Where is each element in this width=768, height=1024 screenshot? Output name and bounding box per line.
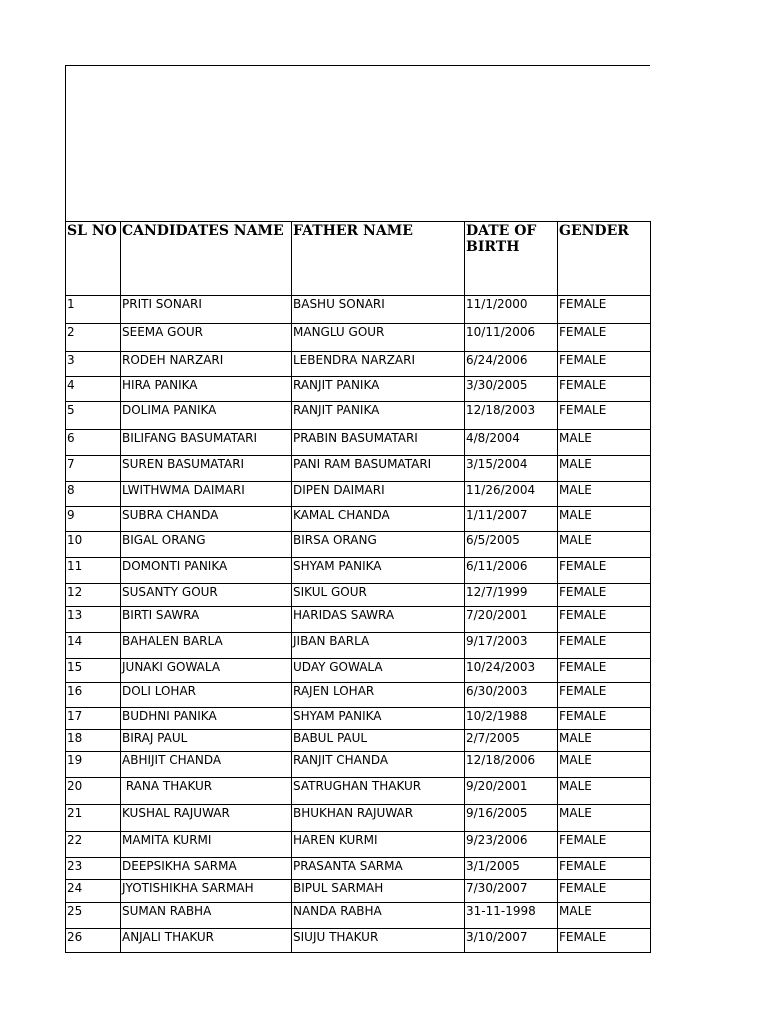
- cell-father-name: MANGLU GOUR: [292, 324, 465, 352]
- spreadsheet-page: [65, 65, 650, 953]
- cell-gender: MALE: [558, 482, 651, 507]
- table-row: [66, 296, 651, 324]
- cell-sl-no: 25: [66, 903, 121, 929]
- cell-sl-no: 7: [66, 456, 121, 482]
- cell-candidate-name: SEEMA GOUR: [121, 324, 292, 352]
- table-row: [66, 929, 651, 953]
- cell-gender: FEMALE: [558, 683, 651, 708]
- cell-candidate-name: MAMITA KURMI: [121, 832, 292, 858]
- cell-date-of-birth: 11/26/2004: [465, 482, 558, 507]
- table-row: [66, 683, 651, 708]
- cell-sl-no: 22: [66, 832, 121, 858]
- cell-gender: FEMALE: [558, 377, 651, 402]
- table-row: [66, 584, 651, 607]
- cell-sl-no: 6: [66, 430, 121, 456]
- cell-gender: FEMALE: [558, 296, 651, 324]
- table-row: [66, 778, 651, 805]
- cell-candidate-name: RANA THAKUR: [121, 778, 292, 805]
- cell-candidate-name: BUDHNI PANIKA: [121, 708, 292, 730]
- cell-gender: FEMALE: [558, 558, 651, 584]
- cell-candidate-name: BAHALEN BARLA: [121, 633, 292, 659]
- cell-sl-no: 21: [66, 805, 121, 832]
- cell-date-of-birth: 3/10/2007: [465, 929, 558, 953]
- cell-candidate-name: DOLIMA PANIKA: [121, 402, 292, 430]
- cell-candidate-name: HIRA PANIKA: [121, 377, 292, 402]
- cell-father-name: SHYAM PANIKA: [292, 708, 465, 730]
- cell-date-of-birth: 3/15/2004: [465, 456, 558, 482]
- cell-father-name: SIUJU THAKUR: [292, 929, 465, 953]
- cell-date-of-birth: 6/30/2003: [465, 683, 558, 708]
- cell-father-name: BIRSA ORANG: [292, 532, 465, 558]
- cell-sl-no: 3: [66, 352, 121, 377]
- cell-candidate-name: ABHIJIT CHANDA: [121, 752, 292, 778]
- cell-date-of-birth: 3/30/2005: [465, 377, 558, 402]
- cell-date-of-birth: 12/18/2006: [465, 752, 558, 778]
- cell-sl-no: 19: [66, 752, 121, 778]
- table-row: [66, 507, 651, 532]
- cell-sl-no: 15: [66, 659, 121, 683]
- cell-father-name: HAREN KURMI: [292, 832, 465, 858]
- table-row: [66, 402, 651, 430]
- cell-candidate-name: RODEH NARZARI: [121, 352, 292, 377]
- cell-date-of-birth: 6/5/2005: [465, 532, 558, 558]
- cell-candidate-name: DEEPSIKHA SARMA: [121, 858, 292, 880]
- cell-candidate-name: ANJALI THAKUR: [121, 929, 292, 953]
- cell-father-name: PRABIN BASUMATARI: [292, 430, 465, 456]
- header-sl-no: SL NO: [66, 222, 121, 296]
- cell-gender: FEMALE: [558, 929, 651, 953]
- table-row: [66, 858, 651, 880]
- cell-gender: MALE: [558, 903, 651, 929]
- cell-father-name: BABUL PAUL: [292, 730, 465, 752]
- cell-date-of-birth: 4/8/2004: [465, 430, 558, 456]
- cell-gender: FEMALE: [558, 659, 651, 683]
- table-row: [66, 430, 651, 456]
- cell-father-name: LEBENDRA NARZARI: [292, 352, 465, 377]
- cell-gender: MALE: [558, 752, 651, 778]
- cell-candidate-name: BIGAL ORANG: [121, 532, 292, 558]
- cell-candidate-name: BIRTI SAWRA: [121, 607, 292, 633]
- cell-father-name: PRASANTA SARMA: [292, 858, 465, 880]
- cell-father-name: UDAY GOWALA: [292, 659, 465, 683]
- table-body: [66, 296, 651, 953]
- cell-father-name: RANJIT PANIKA: [292, 377, 465, 402]
- cell-father-name: RAJEN LOHAR: [292, 683, 465, 708]
- cell-gender: MALE: [558, 456, 651, 482]
- cell-date-of-birth: 9/23/2006: [465, 832, 558, 858]
- cell-date-of-birth: 10/11/2006: [465, 324, 558, 352]
- cell-date-of-birth: 2/7/2005: [465, 730, 558, 752]
- cell-gender: MALE: [558, 430, 651, 456]
- cell-sl-no: 18: [66, 730, 121, 752]
- cell-father-name: HARIDAS SAWRA: [292, 607, 465, 633]
- table-row: [66, 832, 651, 858]
- cell-sl-no: 16: [66, 683, 121, 708]
- cell-date-of-birth: 12/7/1999: [465, 584, 558, 607]
- cell-father-name: KAMAL CHANDA: [292, 507, 465, 532]
- cell-date-of-birth: 9/17/2003: [465, 633, 558, 659]
- cell-candidate-name: JYOTISHIKHA SARMAH: [121, 880, 292, 903]
- cell-date-of-birth: 10/2/1988: [465, 708, 558, 730]
- cell-candidate-name: JUNAKI GOWALA: [121, 659, 292, 683]
- table-row: [66, 482, 651, 507]
- cell-gender: FEMALE: [558, 708, 651, 730]
- cell-candidate-name: BIRAJ PAUL: [121, 730, 292, 752]
- cell-date-of-birth: 12/18/2003: [465, 402, 558, 430]
- cell-candidate-name: DOLI LOHAR: [121, 683, 292, 708]
- cell-gender: FEMALE: [558, 832, 651, 858]
- table-row: [66, 633, 651, 659]
- cell-sl-no: 1: [66, 296, 121, 324]
- cell-sl-no: 8: [66, 482, 121, 507]
- candidates-table: [65, 221, 651, 953]
- cell-sl-no: 23: [66, 858, 121, 880]
- table-row: [66, 730, 651, 752]
- cell-gender: FEMALE: [558, 402, 651, 430]
- cell-gender: FEMALE: [558, 324, 651, 352]
- cell-candidate-name: LWITHWMA DAIMARI: [121, 482, 292, 507]
- cell-gender: FEMALE: [558, 858, 651, 880]
- cell-sl-no: 5: [66, 402, 121, 430]
- cell-date-of-birth: 1/11/2007: [465, 507, 558, 532]
- cell-candidate-name: SUSANTY GOUR: [121, 584, 292, 607]
- cell-candidate-name: SUBRA CHANDA: [121, 507, 292, 532]
- cell-gender: MALE: [558, 730, 651, 752]
- table-row: [66, 558, 651, 584]
- cell-date-of-birth: 6/11/2006: [465, 558, 558, 584]
- cell-gender: MALE: [558, 532, 651, 558]
- header-date-of-birth: DATE OF BIRTH: [465, 222, 558, 296]
- cell-gender: FEMALE: [558, 584, 651, 607]
- cell-candidate-name: PRITI SONARI: [121, 296, 292, 324]
- cell-father-name: JIBAN BARLA: [292, 633, 465, 659]
- table-row: [66, 532, 651, 558]
- cell-gender: FEMALE: [558, 880, 651, 903]
- table-row: [66, 377, 651, 402]
- cell-gender: FEMALE: [558, 607, 651, 633]
- cell-sl-no: 12: [66, 584, 121, 607]
- header-candidates-name: CANDIDATES NAME: [121, 222, 292, 296]
- cell-father-name: PANI RAM BASUMATARI: [292, 456, 465, 482]
- table-row: [66, 708, 651, 730]
- table-row: [66, 659, 651, 683]
- cell-father-name: BHUKHAN RAJUWAR: [292, 805, 465, 832]
- table-row: [66, 903, 651, 929]
- cell-sl-no: 11: [66, 558, 121, 584]
- cell-father-name: RANJIT CHANDA: [292, 752, 465, 778]
- table-row: [66, 607, 651, 633]
- table-row: [66, 456, 651, 482]
- cell-date-of-birth: 6/24/2006: [465, 352, 558, 377]
- cell-date-of-birth: 9/20/2001: [465, 778, 558, 805]
- cell-sl-no: 9: [66, 507, 121, 532]
- cell-father-name: NANDA RABHA: [292, 903, 465, 929]
- cell-gender: MALE: [558, 805, 651, 832]
- header-gender: GENDER: [558, 222, 651, 296]
- table-row: [66, 880, 651, 903]
- header-row: [66, 222, 651, 296]
- cell-candidate-name: BILIFANG BASUMATARI: [121, 430, 292, 456]
- table-row: [66, 352, 651, 377]
- cell-candidate-name: SUMAN RABHA: [121, 903, 292, 929]
- cell-gender: MALE: [558, 507, 651, 532]
- header-father-name: FATHER NAME: [292, 222, 465, 296]
- cell-father-name: RANJIT PANIKA: [292, 402, 465, 430]
- cell-father-name: DIPEN DAIMARI: [292, 482, 465, 507]
- cell-sl-no: 13: [66, 607, 121, 633]
- table-row: [66, 324, 651, 352]
- cell-sl-no: 2: [66, 324, 121, 352]
- cell-candidate-name: SUREN BASUMATARI: [121, 456, 292, 482]
- cell-sl-no: 24: [66, 880, 121, 903]
- cell-sl-no: 26: [66, 929, 121, 953]
- cell-date-of-birth: 9/16/2005: [465, 805, 558, 832]
- cell-candidate-name: KUSHAL RAJUWAR: [121, 805, 292, 832]
- blank-header-area: [65, 65, 650, 221]
- cell-father-name: SIKUL GOUR: [292, 584, 465, 607]
- cell-father-name: BIPUL SARMAH: [292, 880, 465, 903]
- cell-candidate-name: DOMONTI PANIKA: [121, 558, 292, 584]
- cell-gender: FEMALE: [558, 633, 651, 659]
- table-row: [66, 805, 651, 832]
- cell-sl-no: 14: [66, 633, 121, 659]
- cell-date-of-birth: 31-11-1998: [465, 903, 558, 929]
- cell-father-name: BASHU SONARI: [292, 296, 465, 324]
- cell-date-of-birth: 3/1/2005: [465, 858, 558, 880]
- cell-father-name: SHYAM PANIKA: [292, 558, 465, 584]
- cell-sl-no: 10: [66, 532, 121, 558]
- cell-father-name: SATRUGHAN THAKUR: [292, 778, 465, 805]
- cell-gender: MALE: [558, 778, 651, 805]
- cell-date-of-birth: 7/20/2001: [465, 607, 558, 633]
- cell-date-of-birth: 10/24/2003: [465, 659, 558, 683]
- cell-sl-no: 20: [66, 778, 121, 805]
- cell-sl-no: 17: [66, 708, 121, 730]
- cell-date-of-birth: 11/1/2000: [465, 296, 558, 324]
- table-row: [66, 752, 651, 778]
- cell-gender: FEMALE: [558, 352, 651, 377]
- cell-sl-no: 4: [66, 377, 121, 402]
- cell-date-of-birth: 7/30/2007: [465, 880, 558, 903]
